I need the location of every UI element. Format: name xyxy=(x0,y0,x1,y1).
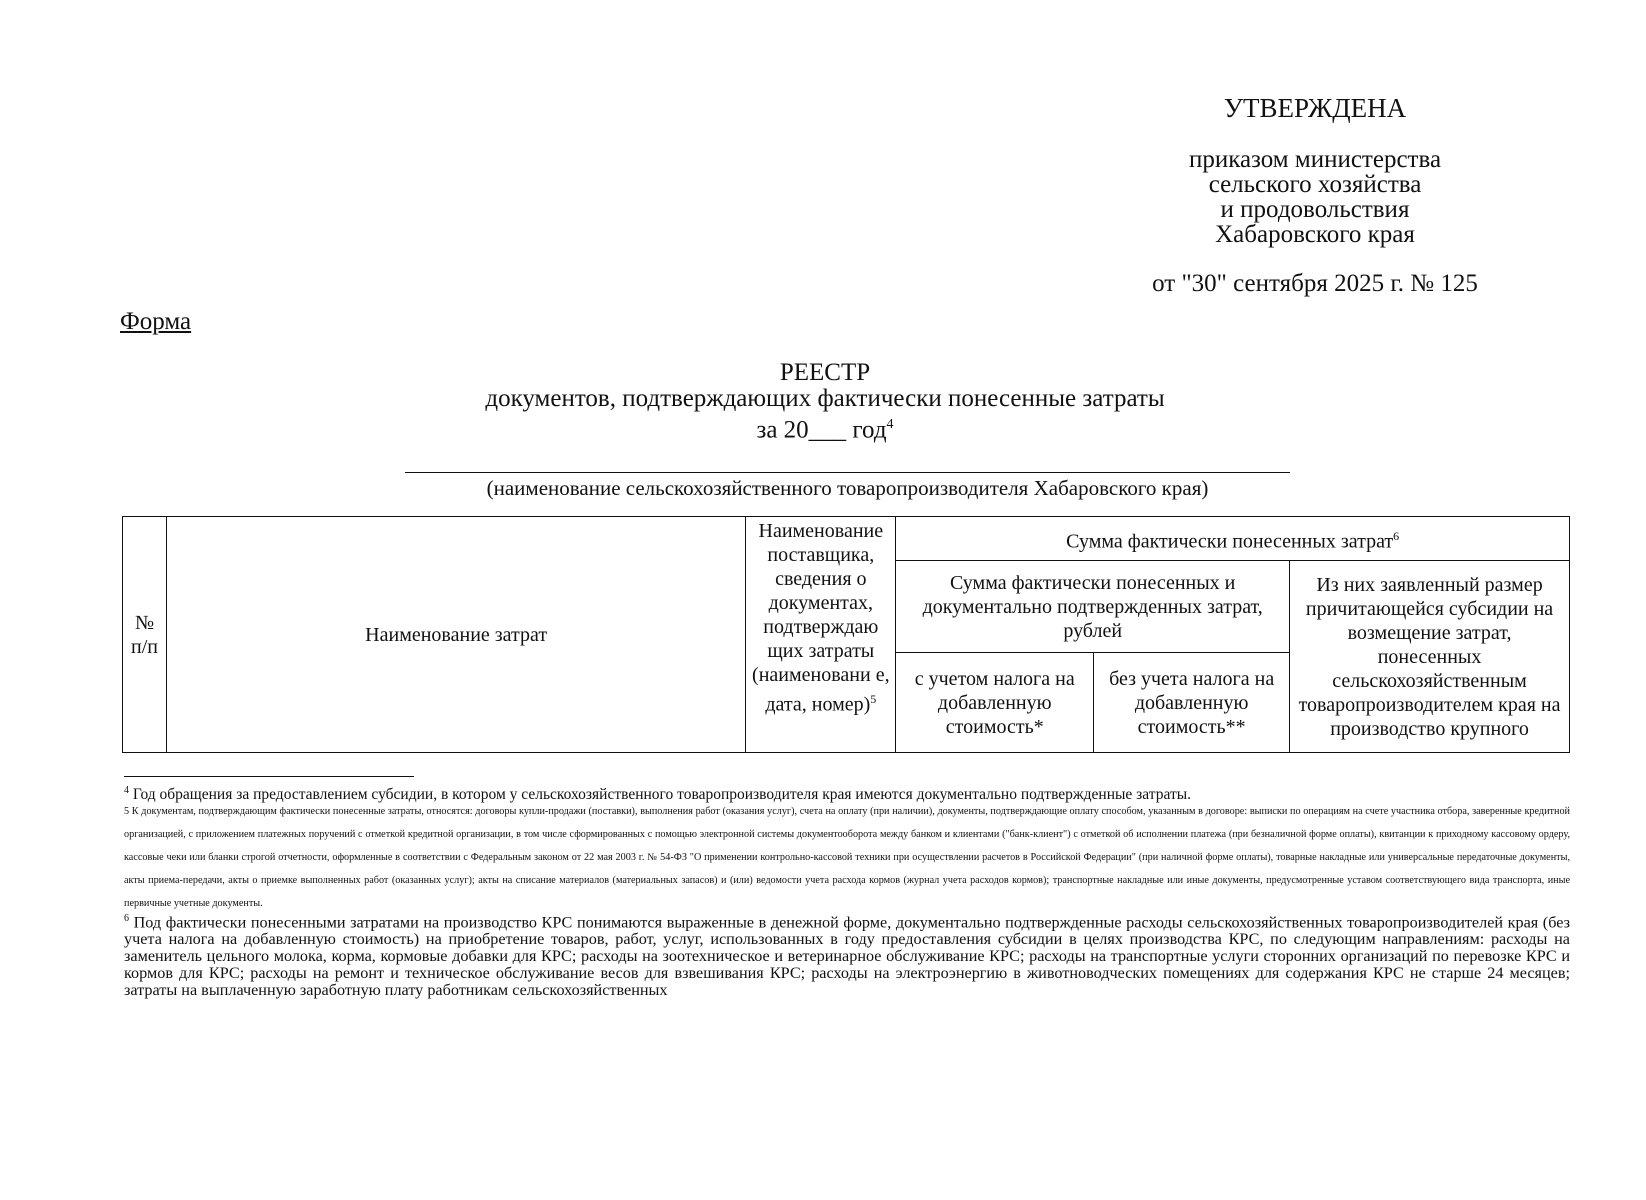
footnote-6 xyxy=(124,910,1570,999)
producer-name-line xyxy=(405,472,1290,473)
approval-block xyxy=(1120,93,1510,297)
header-documented-costs: Сумма фактически понесенных и документально подтвержденных затрат, рублей xyxy=(896,561,1290,653)
title-line-1: РЕЕСТР xyxy=(779,359,871,386)
footnote-4-mark: 4 xyxy=(124,785,129,796)
form-label: Форма xyxy=(120,308,192,335)
header-supplier xyxy=(746,517,896,753)
footnote-5 xyxy=(124,800,1570,915)
footnote-separator xyxy=(124,776,414,777)
header-without-vat: без учета налога на добавленную стоимость** xyxy=(1094,653,1290,753)
footnote-6-mark: 6 xyxy=(124,913,129,924)
approval-line-4: Хабаровского края xyxy=(1215,221,1415,248)
footnote-4-text: Год обращения за предоставлением субсидии, в котором у сельскохозяйственного товаропроизводителя края имеются документально подтвержденные затраты. xyxy=(132,786,1192,804)
document-title xyxy=(400,360,1250,443)
footnote-ref-6: 6 xyxy=(1393,528,1400,543)
footnote-ref-5: 5 xyxy=(870,692,877,706)
approval-line-1: приказом министерства xyxy=(1188,146,1442,173)
title-year: за 20___ год xyxy=(756,416,887,444)
header-supplier-text: Наименование поставщика, сведения о документах, подтверждаю щих затраты (наименовани е, дата, номер) xyxy=(752,520,890,716)
registry-table xyxy=(122,516,1570,753)
header-cost-name: Наименование затрат xyxy=(166,517,745,753)
footnote-6-text: Под фактически понесенными затратами на производство КРС понимаются выраженные в денежной форме, документально подтвержденные расходы сельскохозяйственных товаропроизводителей края (без учета налога на добавленную стоимость) на приобретение товаров, работ, услуг, использованных в году предоставления субсидии в целях производства КРС, по следующим направлениям: расходы на заменитель цельного молока, корма, кормовые добавки для КРС; расходы на зоотехническое и ветеринарное обслуживание КРС; расходы на транспортные услуги сторонних организаций по перевозке КРС и кормов для КРС; расходы на ремонт и техническое обслуживание весов для взвешивания КРС; расходы на электроэнергию в животноводческих помещениях для содержания КРС не старше 24 месяцев; затраты на выплаченную заработную плату работникам сельскохозяйственных xyxy=(124,913,1571,1000)
header-subsidy: Из них заявленный размер причитающейся субсидии на возмещение затрат, понесенных сельскохозяйственным товаропроизводителем края на производство крупного xyxy=(1290,561,1570,753)
title-line-3 xyxy=(400,412,1250,443)
header-number: № п/п xyxy=(123,517,167,753)
header-total-costs-text: Сумма фактически понесенных затрат xyxy=(1066,530,1394,553)
title-line-2: документов, подтверждающих фактически понесенные затраты xyxy=(485,385,1165,412)
approval-date: от "30" сентября 2025 г. № 125 xyxy=(1152,270,1478,297)
approval-title: УТВЕРЖДЕНА xyxy=(1223,93,1407,123)
header-total-costs xyxy=(896,517,1570,561)
footnote-5-mark: 5 xyxy=(124,806,130,817)
footnote-ref-4: 4 xyxy=(886,417,894,432)
footnote-5-text: К документам, подтверждающим фактически понесенные затраты, относятся: договоры купли-продажи (поставки), выполнения работ (оказания услуг), счета на оплату (при наличии), документы, подтверждающие оплату способом, указанным в договоре: выписки по операциям на счете участника отбора, заверенные кредитной организацией, с приложением платежных поручений с отметкой кредитной организации, в том числе сформированных с помощью электронной системы документооборота между банком и клиентами ("банк-клиент") с отметкой об исполнении платежа (при безналичной форме оплаты), квитанции к приходному кассовому ордеру, кассовые чеки или бланки строгой отчетности, оформленные в соответствии с Федеральным законом от 22 мая 2003 г. № 54-ФЗ "О применении контрольно-кассовой техники при осуществлении расчетов в Российской Федерации" (при наличной форме оплаты), товарные накладные или универсальные передаточные документы, акты приема-передачи, акты о приемке выполненных работ (оказанных услуг); акты на списание материалов (материальных запасов) и (или) ведомости учета расхода кормов (журнал учета расходов кормов); транспортные накладные или иные документы, предусмотренные уставом соответствующего вида транспорта, иные первичные учетные документы. xyxy=(124,806,1571,909)
approval-line-2: сельского хозяйства xyxy=(1208,171,1422,198)
approval-line-3: и продовольствия xyxy=(1220,196,1410,223)
header-with-vat: с учетом налога на добавленную стоимость* xyxy=(896,653,1094,753)
producer-name-caption: (наименование сельскохозяйственного товаропроизводителя Хабаровского края) xyxy=(486,476,1209,500)
